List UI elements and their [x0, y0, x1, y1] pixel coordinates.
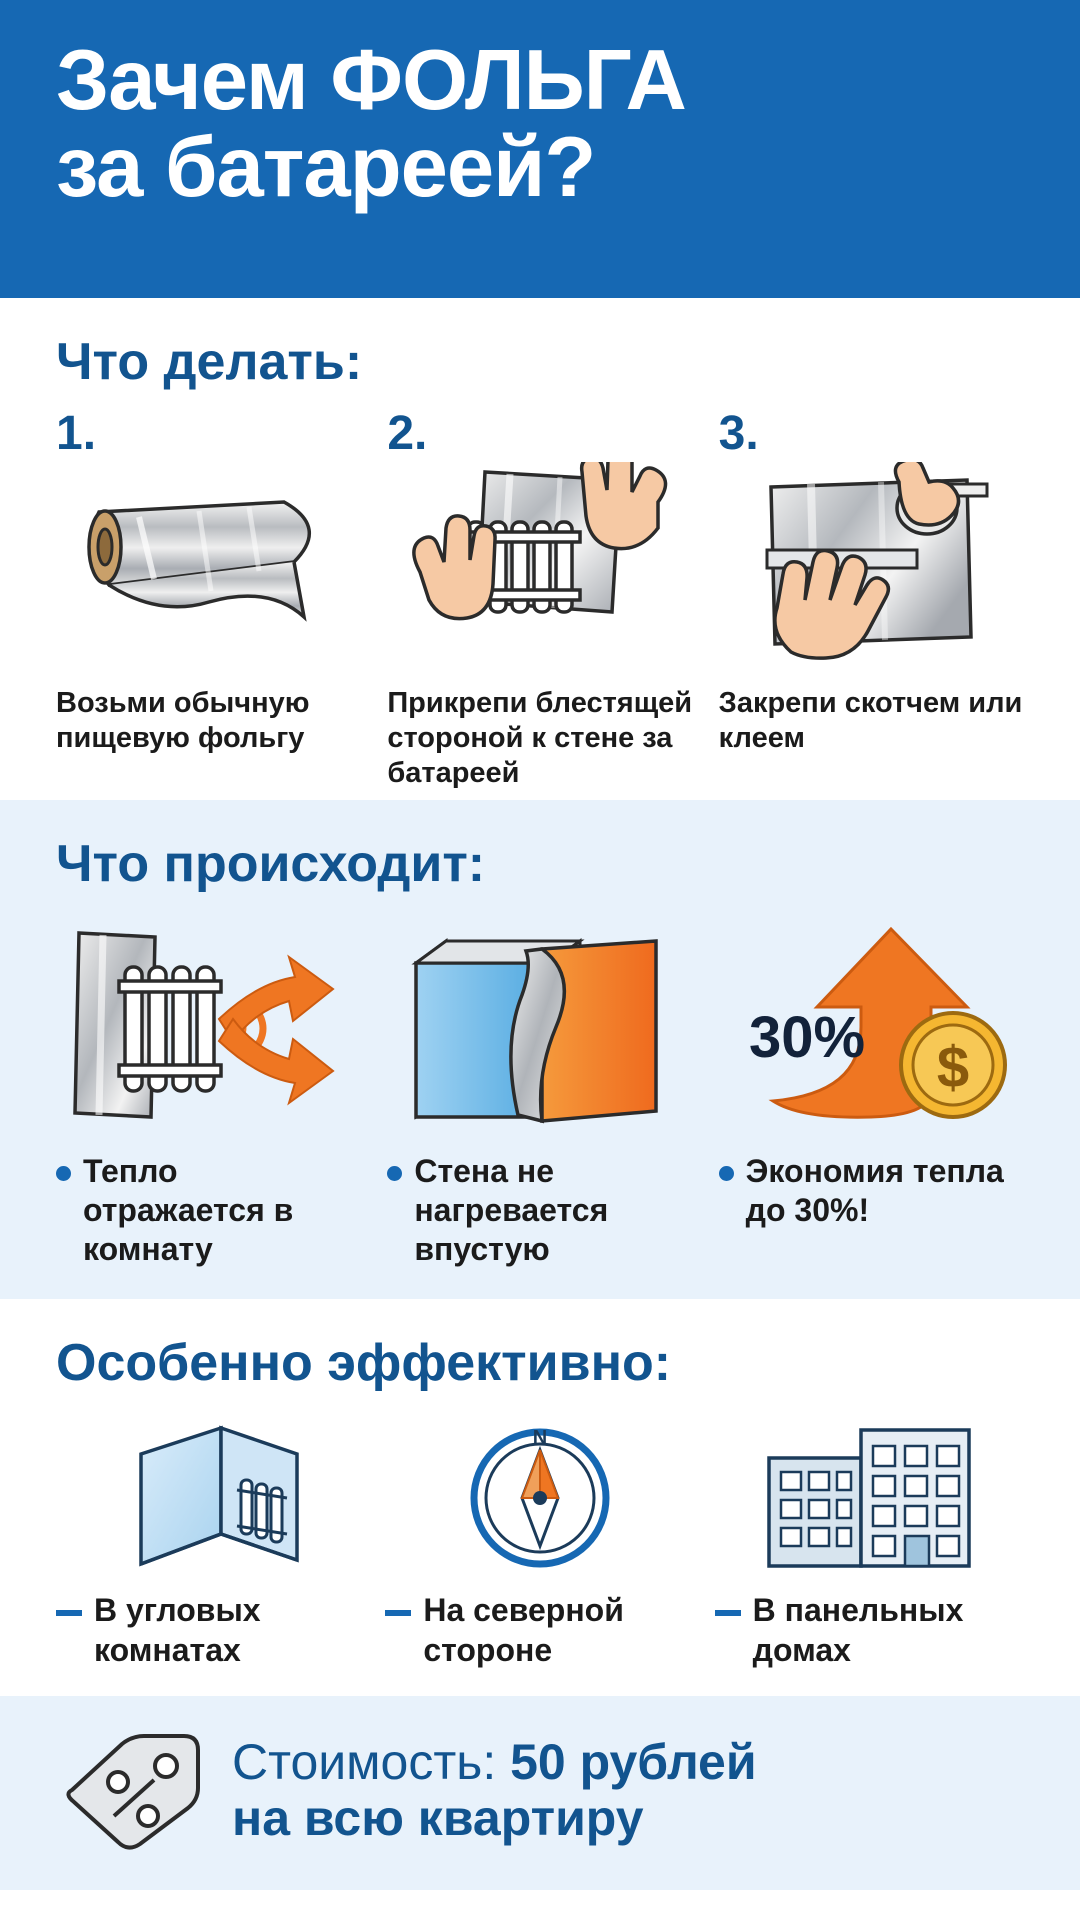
- bullet-dot-icon: [387, 1166, 402, 1181]
- foil-roll-icon: [56, 462, 361, 672]
- effect-2: [387, 912, 692, 1269]
- effective-2-bullet: [385, 1591, 694, 1669]
- step-3-caption: Закрепи скотчем или клеем: [718, 687, 1023, 754]
- step-3-number: 3.: [718, 407, 759, 460]
- bullet-dot-icon: [719, 1166, 734, 1181]
- effect-2-bullet: [387, 1152, 692, 1269]
- section-what-to-do-heading: Что делать:: [56, 333, 363, 391]
- page-title-line1: Зачем ФОЛЬГА: [56, 33, 686, 128]
- radiator-heat-reflect-icon: [56, 912, 361, 1142]
- effective-1: [56, 1411, 365, 1669]
- effective-1-text: В угловых комнатах: [94, 1592, 261, 1668]
- compass-label-north: N: [532, 1426, 548, 1449]
- effective-3: [715, 1411, 1024, 1669]
- effective-3-bullet: [715, 1591, 1024, 1669]
- step-1-number: 1.: [56, 407, 97, 460]
- bullet-dot-icon: [56, 1166, 71, 1181]
- savings-badge: 30%: [749, 1004, 866, 1070]
- effect-2-text: Стена не нагревается впустую: [414, 1153, 609, 1268]
- footer-price-section: [0, 1696, 1080, 1890]
- price-line2: на всю квартиру: [232, 1789, 644, 1846]
- price-value: 50 рублей: [510, 1733, 757, 1790]
- section-what-to-do: [0, 298, 1080, 800]
- effective-2-text: На северной стороне: [423, 1592, 624, 1668]
- section-effective-heading: Особенно эффективно:: [56, 1334, 672, 1393]
- step-3: [718, 407, 1024, 756]
- wall-layers-icon: [387, 912, 692, 1142]
- dash-icon: [56, 1610, 82, 1616]
- panel-building-icon: [715, 1411, 1024, 1581]
- effect-3-bullet: [719, 1152, 1024, 1230]
- step-2: [387, 407, 693, 790]
- step-1-caption: Возьми обычную пищевую фольгу: [56, 687, 310, 754]
- effect-1-bullet: [56, 1152, 361, 1269]
- page-title-line2: за батареей?: [56, 119, 596, 215]
- radiator-foil-hands-icon: [387, 462, 692, 672]
- effect-1: [56, 912, 361, 1269]
- compass-north-icon: [385, 1411, 694, 1581]
- step-2-caption: Прикрепи блестящей стороной к стене за батареей: [387, 687, 693, 789]
- section-what-happens-heading: Что происходит:: [56, 835, 486, 894]
- arrow-up-coin-icon: [719, 912, 1024, 1142]
- price-text: [232, 1734, 757, 1846]
- step-2-number: 2.: [387, 407, 428, 460]
- section-what-happens: [0, 800, 1080, 1299]
- dash-icon: [715, 1610, 741, 1616]
- page-title: [56, 33, 1024, 215]
- header: [0, 0, 1080, 298]
- price-label: Стоимость:: [232, 1733, 511, 1790]
- effects-row: [56, 912, 1024, 1269]
- tape-hand-icon: [719, 462, 1024, 672]
- effective-3-text: В панельных домах: [752, 1592, 964, 1668]
- step-1: [56, 407, 361, 756]
- section-effective: [0, 1299, 1080, 1695]
- effective-1-bullet: [56, 1591, 365, 1669]
- dash-icon: [385, 1610, 411, 1616]
- effect-3-text: Экономия тепла до 30%!: [745, 1153, 1004, 1229]
- effective-2: [385, 1411, 694, 1669]
- effect-3: [719, 912, 1024, 1230]
- corner-room-icon: [56, 1411, 365, 1581]
- effective-row: [56, 1411, 1024, 1669]
- price-tag-percent-icon: [56, 1730, 206, 1850]
- svg-text:$: $: [937, 1034, 970, 1100]
- steps-row: [56, 407, 1024, 790]
- effect-1-text: Тепло отражается в комнату: [83, 1153, 294, 1268]
